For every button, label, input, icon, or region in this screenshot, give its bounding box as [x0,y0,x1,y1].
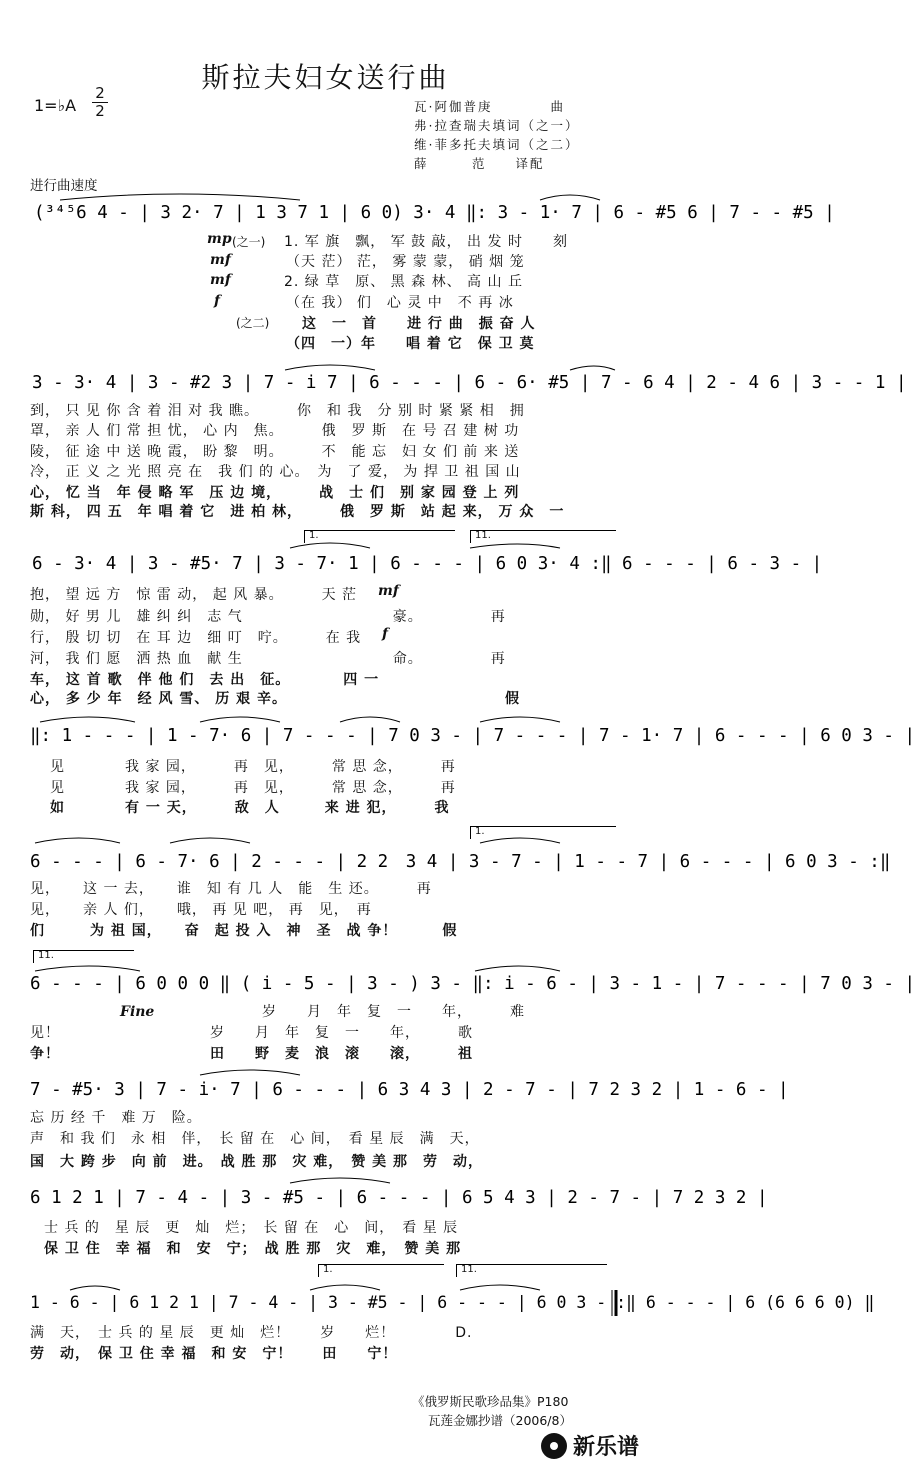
dynamic-mf-2: mf [210,272,231,288]
volta-1: 1. [304,530,455,543]
system-7-lyric-3: 国 大 跨 步 向 前 进。 战 胜 那 灾 难， 赞 美 那 劳 动， [30,1154,483,1170]
system-1-lyric-5: 这 一 首 进 行 曲 振 奋 人 [302,316,536,332]
system-3-lyric-3: 行， 殷 切 切 在 耳 边 细 叮 咛。 在 我 [30,630,362,646]
system-4-lyric-1: 见 我 家 园， 再 见， 常 思 念， 再 [50,759,456,775]
volta-5: 1. [318,1264,444,1277]
meter-top: 2 [95,84,105,102]
system-1-lyric-1: 1. 军 旗 飘， 军 鼓 敲， 出 发 时 刻 [284,234,568,250]
score-title: 斯拉夫妇女送行曲 [201,61,450,94]
system-3-lyric-6: 心， 多 少 年 经 风 雪、 历 艰 辛。 假 [30,691,520,707]
system-9-lyric-2: 劳 动， 保 卫 住 幸 福 和 安 宁！ 田 宁！ [30,1346,398,1362]
system-1-notes: (³⁴⁵6 4 - | 3 2· 7 | 1 3 7 1 | 6 0) 3· 4 ‖: 3 - 1· 7 | 6 - #5 6 | 7 - - #5 | [34,203,835,223]
system-2-lyric-4: 冷， 正 义 之 光 照 亮 在 我 们 的 心。 为 了 爱， 为 捍 卫 祖 国 山 [30,464,521,480]
credit-lyricist-1: 弗·拉查瑞夫填词（之一） [414,118,580,133]
volta-3: 1. [470,826,616,839]
system-8-lyric-1: 士 兵 的 星 辰 更 灿 烂； 长 留 在 心 间， 看 星 辰 [44,1220,459,1236]
time-signature [92,86,108,119]
system-2-lyric-2: 罩， 亲 人 们 常 担 忧， 心 内 焦。 俄 罗 斯 在 号 召 建 树 功 [30,423,520,439]
tempo-marking: 进行曲速度 [30,178,98,194]
volta-2: 11. [470,530,616,543]
system-2-notes: 3 - 3· 4 | 3 - #2 3 | 7 - i 7 | 6 - - - | 6 - 6· #5 | 7 - 6 4 | 2 - 4 6 | 3 - - 1 | [32,373,907,393]
system-6-notes: 6 - - - | 6 0 0 0 ‖ ( i - 5 - | 3 - ) 3 - ‖: i - 6 - | 3 - 1 - | 7 - - - | 7 0 3 - | [30,974,915,994]
system-3-lyric-5: 车， 这 首 歌 伴 他 们 去 出 征。 四 一 [30,672,380,688]
dynamic-mf-1: mf [210,252,231,268]
system-7-lyric-2: 声 和 我 们 永 相 伴， 长 留 在 心 间， 看 星 辰 满 天， [30,1131,480,1147]
system-1-lyric-3: 2. 绿 草 原、 黑 森 林、 高 山 丘 [284,274,523,290]
system-2-lyric-6: 斯 科， 四 五 年 唱 着 它 进 柏 林， 俄 罗 斯 站 起 来， 万 众 一 [30,504,565,520]
fine-marking: Fine [120,1004,155,1020]
system-9-lyric-1: 满 天， 士 兵 的 星 辰 更 灿 烂！ 岁 烂！ D. [30,1325,473,1341]
dynamic-f-2: f [382,626,389,642]
disc-icon [541,1433,567,1459]
system-3-lyric-4: 河， 我 们 愿 洒 热 血 献 生 命。 再 [30,651,506,667]
credit-translator: 薛 范 译配 [414,156,545,171]
dynamic-mf-3: mf [378,583,399,599]
system-4-notes: ‖: 1 - - - | 1 - 7· 6 | 7 - - - | 7 0 3 - | 7 - - - | 7 - 1· 7 | 6 - - - | 6 0 3 - | [30,726,915,746]
verse-label-2: (之二) [236,316,270,330]
system-5-lyric-2: 见， 亲 人 们， 哦， 再 见 吧， 再 见， 再 [30,902,372,918]
system-5-lyric-1: 见， 这 一 去， 谁 知 有 几 人 能 生 还。 再 [30,881,432,897]
system-8-lyric-2: 保 卫 住 幸 福 和 安 宁； 战 胜 那 灾 难， 赞 美 那 [44,1241,462,1257]
system-1-lyric-6: （四 一）年 唱 着 它 保 卫 莫 [286,336,535,352]
meter-bottom: 2 [95,102,105,120]
system-6-lyric-2: 见！ 岁 月 年 复 一 年， 歌 [30,1025,473,1041]
system-2-lyric-5: 心， 忆 当 年 侵 略 军 压 边 境， 战 士 们 别 家 园 登 上 列 [30,485,520,501]
system-4-lyric-3: 如 有 一 天， 敌 人 来 进 犯， 我 [50,800,450,816]
verse-label-1: (之一) [232,235,266,249]
key-signature: 1=♭A [34,96,77,115]
system-2-lyric-3: 陵， 征 途 中 送 晚 霞， 盼 黎 明。 不 能 忘 妇 女 们 前 来 送 [30,444,520,460]
credit-composer: 瓦·阿伽普庚 曲 [414,99,565,114]
system-4-lyric-2: 见 我 家 园， 再 见， 常 思 念， 再 [50,780,456,796]
system-1-lyric-4: （在 我） 们 心 灵 中 不 再 冰 [286,295,514,311]
system-5-notes: 6 - - - | 6 - 7· 6 | 2 - - - | 2 2 3 4 | 3 - 7 - | 1 - - 7 | 6 - - - | 6 0 3 - :‖ [30,852,891,872]
system-2-lyric-1: 到， 只 见 你 含 着 泪 对 我 瞧。 你 和 我 分 别 时 紧 紧 相 拥 [30,403,525,419]
transcriber-note: 瓦莲金娜抄谱（2006/8） [428,1413,572,1428]
system-3-lyric-1: 抱， 望 远 方 惊 雷 动， 起 风 暴。 天 茫 [30,587,358,603]
system-6-lyric-1: 岁 月 年 复 一 年， 难 [262,1004,525,1020]
logo-text: 新乐谱 [572,1435,639,1460]
system-6-lyric-3: 争！ 田 野 麦 浪 滚 滚， 祖 [30,1046,473,1062]
volta-4: 11. [33,950,134,963]
system-8-notes: 6 1 2 1 | 7 - 4 - | 3 - #5 - | 6 - - - | 6 5 4 3 | 2 - 7 - | 7 2 3 2 | [30,1188,768,1208]
credit-lyricist-2: 维·菲多托夫填词（之二） [414,137,580,152]
system-3-lyric-2: 勋， 好 男 儿 雄 纠 纠 志 气 豪。 再 [30,609,506,625]
site-logo [541,1430,639,1461]
dynamic-f: f [214,293,221,309]
system-7-notes: 7 - #5· 3 | 7 - i· 7 | 6 - - - | 6 3 4 3 | 2 - 7 - | 7 2 3 2 | 1 - 6 - | [30,1080,789,1100]
source-citation: 《俄罗斯民歌珍品集》P180 [412,1394,569,1409]
system-3-notes: 6 - 3· 4 | 3 - #5· 7 | 3 - 7· 1 | 6 - - - | 6 0 3· 4 :‖ 6 - - - | 6 - 3 - | [32,554,823,574]
dynamic-mp: mp [207,231,232,247]
system-7-lyric-1: 忘 历 经 千 难 万 险。 [30,1110,202,1126]
system-9-notes: 1 - 6 - | 6 1 2 1 | 7 - 4 - | 3 - #5 - | 6 - - - | 6 0 3 - :‖ 6 - - - | 6 (6 6 6 0) ‖ [30,1293,875,1312]
system-1-lyric-2: （天 茫） 茫， 雾 蒙 蒙， 硝 烟 笼 [286,254,525,270]
volta-6: 11. [456,1264,607,1277]
system-5-lyric-3: 们 为 祖 国， 奋 起 投 入 神 圣 战 争！ 假 [30,923,458,939]
